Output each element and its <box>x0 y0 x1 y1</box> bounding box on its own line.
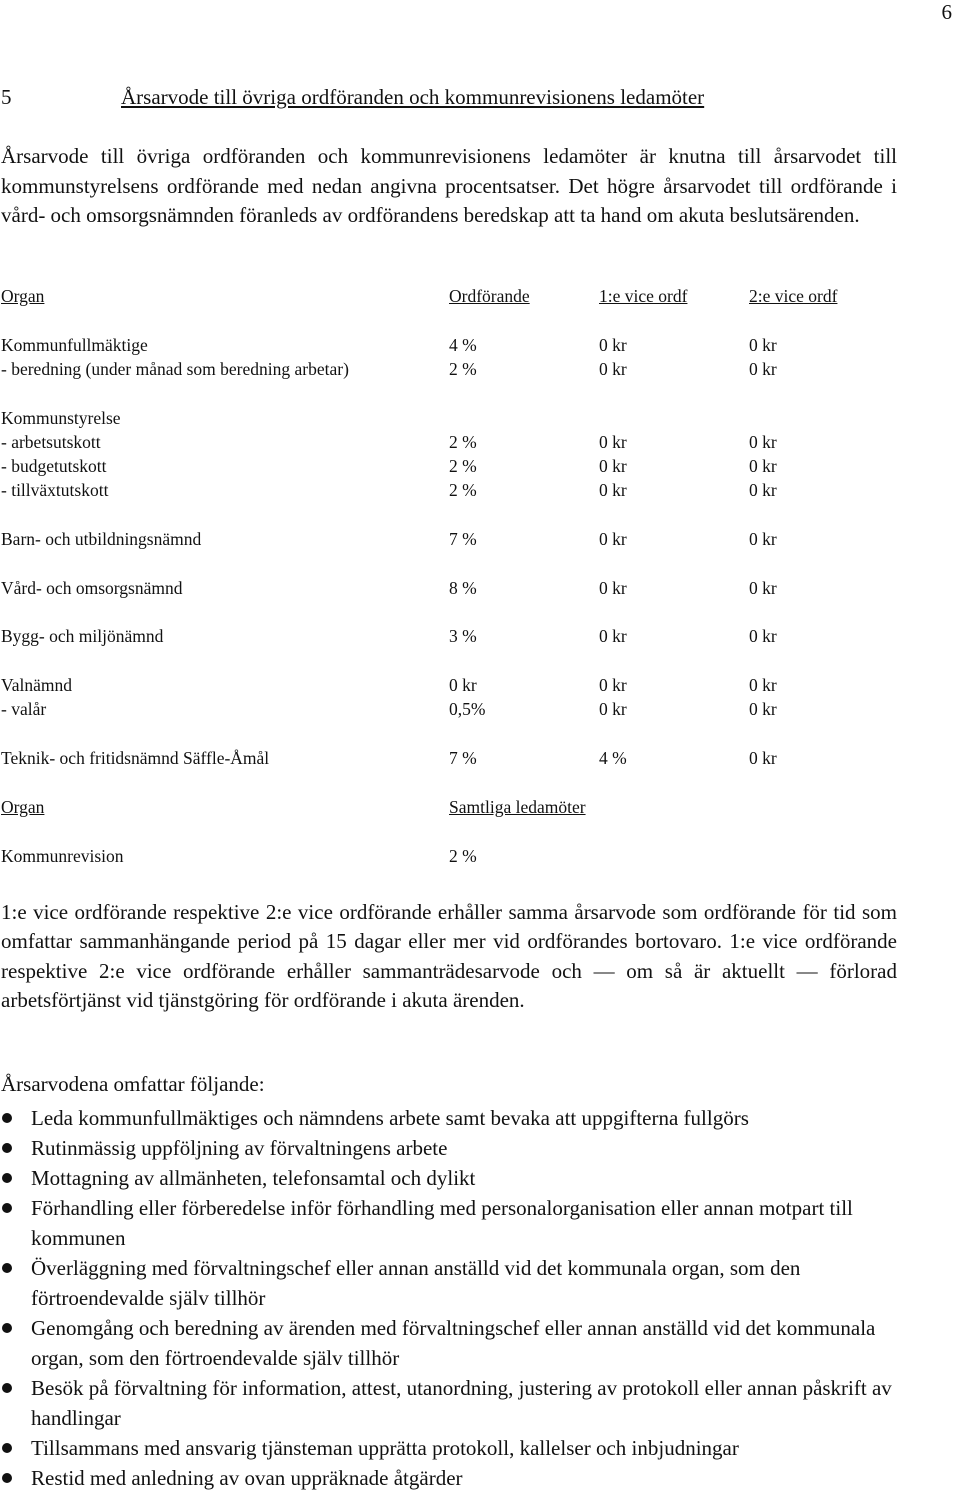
page-number: 6 <box>941 0 952 24</box>
cell-chair: 0,5% <box>449 699 486 719</box>
bullet-icon <box>2 1323 12 1333</box>
list-item-text: Leda kommunfullmäktiges och nämndens arbete samt bevaka att uppgifterna fullgörs <box>31 1106 749 1130</box>
list-item-text: Genomgång och beredning av ärenden med förvaltningschef eller annan anställd vid det kommunala organ, som den förtroendevalde själv tillhör <box>31 1316 876 1370</box>
header-all-members: Samtliga ledamöter <box>449 797 586 817</box>
cell-organ: Valnämnd <box>1 675 72 695</box>
cell-first-vice: 4 % <box>599 748 627 768</box>
bullet-icon <box>2 1443 12 1453</box>
cell-second-vice: 0 kr <box>749 626 777 646</box>
cell-second-vice: 0 kr <box>749 432 777 452</box>
cell-first-vice: 0 kr <box>599 432 627 452</box>
cell-first-vice: 0 kr <box>599 529 627 549</box>
intro-paragraph: Årsarvode till övriga ordföranden och kommunrevisionens ledamöter är knutna till årsarvodet till kommunstyrelsens ordförande med nedan angivna procentsatser. Det högre årsarvodet till ordförande i vård- och omsorgsnämnden föranleds av ordförandens beredskap att ta hand om akuta beslutsärenden. <box>1 144 897 227</box>
cell-organ: - budgetutskott <box>1 456 107 476</box>
cell-organ: Bygg- och miljönämnd <box>1 626 164 646</box>
cell-chair: 8 % <box>449 578 477 598</box>
vice-chair-paragraph: 1:e vice ordförande respektive 2:e vice ordförande erhåller samma årsarvode som ordförande för tid som omfattar sammanhängande period på 15 dagar eller mer vid ordförandes bortovaro. 1:e vice ordförande respektive 2:e vice ordförande erhåller sammanträdesarvode och — om så är aktuellt — förlorad arbetsförtjänst vid tjänstgöring för ordförande i akuta ärenden. <box>1 900 897 1012</box>
cell-chair: 7 % <box>449 529 477 549</box>
cell-first-vice: 0 kr <box>599 456 627 476</box>
cell-organ: Kommunrevision <box>1 846 124 866</box>
header-organ: Organ <box>1 797 45 817</box>
cell-chair: 0 kr <box>449 675 477 695</box>
cell-first-vice: 0 kr <box>599 335 627 355</box>
cell-chair: 4 % <box>449 335 477 355</box>
list-intro: Årsarvodena omfattar följande: <box>1 1072 265 1096</box>
list-item-text: Mottagning av allmänheten, telefonsamtal och dylikt <box>31 1166 476 1190</box>
cell-organ: Vård- och omsorgsnämnd <box>1 578 183 598</box>
cell-chair: 2 % <box>449 432 477 452</box>
cell-organ: Teknik- och fritidsnämnd Säffle-Åmål <box>1 748 270 768</box>
cell-second-vice: 0 kr <box>749 456 777 476</box>
cell-organ: - valår <box>1 699 47 719</box>
list-item-text: Besök på förvaltning för information, attest, utanordning, justering av protokoll eller annan påskrift av handlingar <box>31 1376 892 1430</box>
list-item-text: Restid med anledning av ovan uppräknade åtgärder <box>31 1466 463 1490</box>
cell-second-vice: 0 kr <box>749 675 777 695</box>
duties-list <box>0 1103 930 1493</box>
section-heading <box>1 85 704 110</box>
cell-second-vice: 0 kr <box>749 699 777 719</box>
list-item <box>0 1133 930 1163</box>
list-item <box>0 1463 930 1493</box>
cell-chair: 2 % <box>449 480 477 500</box>
cell-second-vice: 0 kr <box>749 359 777 379</box>
cell-first-vice: 0 kr <box>599 699 627 719</box>
cell-chair: 3 % <box>449 626 477 646</box>
bullet-icon <box>2 1173 12 1183</box>
bullet-icon <box>2 1113 12 1123</box>
list-item-text: Överläggning med förvaltningschef eller annan anställd vid det kommunala organ, som den förtroendevalde själv tillhör <box>31 1256 801 1310</box>
list-item <box>0 1103 930 1133</box>
list-item-text: Tillsammans med ansvarig tjänsteman upprätta protokoll, kallelser och inbjudningar <box>31 1436 739 1460</box>
cell-organ: - beredning (under månad som beredning arbetar) <box>1 359 349 379</box>
cell-first-vice: 0 kr <box>599 578 627 598</box>
cell-second-vice: 0 kr <box>749 335 777 355</box>
header-organ: Organ <box>1 286 45 306</box>
cell-second-vice: 0 kr <box>749 578 777 598</box>
bullet-icon <box>2 1143 12 1153</box>
cell-first-vice: 0 kr <box>599 675 627 695</box>
bullet-icon <box>2 1203 12 1213</box>
cell-chair: 7 % <box>449 748 477 768</box>
list-item <box>0 1253 930 1313</box>
list-item-text: Förhandling eller förberedelse inför förhandling med personalorganisation eller annan motpart till kommunen <box>31 1196 853 1250</box>
list-item <box>0 1373 930 1433</box>
list-item <box>0 1433 930 1463</box>
cell-all-members: 2 % <box>449 846 477 866</box>
section-title: Årsarvode till övriga ordföranden och kommunrevisionens ledamöter <box>121 85 705 109</box>
cell-second-vice: 0 kr <box>749 529 777 549</box>
cell-organ: Kommunfullmäktige <box>1 335 148 355</box>
cell-second-vice: 0 kr <box>749 748 777 768</box>
bullet-icon <box>2 1263 12 1273</box>
cell-organ: - arbetsutskott <box>1 432 101 452</box>
cell-organ: - tillväxtutskott <box>1 480 109 500</box>
list-item <box>0 1193 930 1253</box>
list-item-text: Rutinmässig uppföljning av förvaltningens arbete <box>31 1136 448 1160</box>
cell-organ: Kommunstyrelse <box>1 408 121 428</box>
cell-chair: 2 % <box>449 359 477 379</box>
bullet-icon <box>2 1473 12 1483</box>
header-first-vice: 1:e vice ordf <box>599 286 688 306</box>
cell-chair: 2 % <box>449 456 477 476</box>
bullet-icon <box>2 1383 12 1393</box>
cell-first-vice: 0 kr <box>599 359 627 379</box>
header-second-vice: 2:e vice ordf <box>749 286 838 306</box>
cell-first-vice: 0 kr <box>599 480 627 500</box>
header-chair: Ordförande <box>449 286 530 306</box>
cell-organ: Barn- och utbildningsnämnd <box>1 529 202 549</box>
list-item <box>0 1313 930 1373</box>
list-item <box>0 1163 930 1193</box>
section-number: 5 <box>1 85 12 109</box>
cell-first-vice: 0 kr <box>599 626 627 646</box>
cell-second-vice: 0 kr <box>749 480 777 500</box>
